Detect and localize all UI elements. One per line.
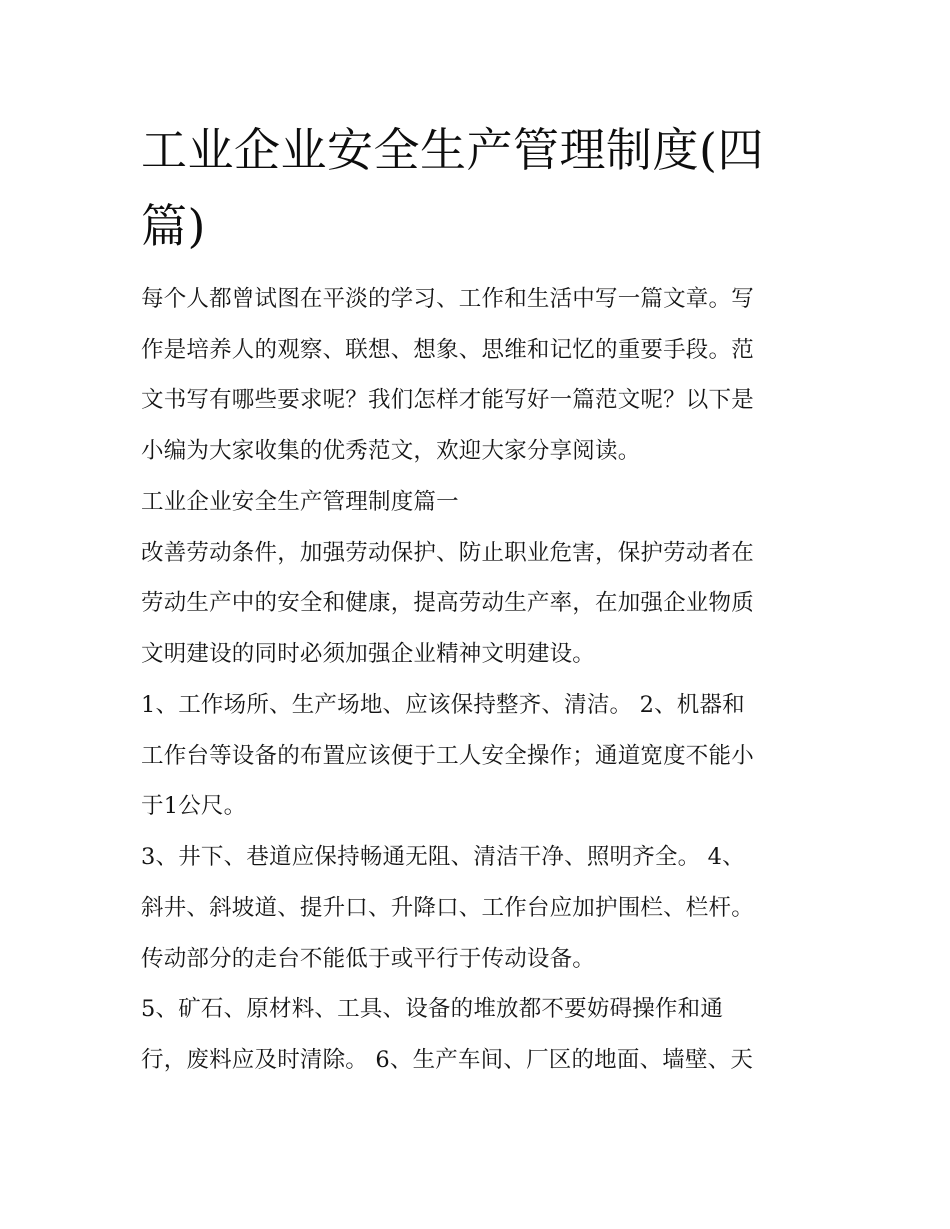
body-line: 5、矿石、原材料、工具、设备的堆放都不要妨碍操作和通 <box>141 996 724 1022</box>
body-line: 每个人都曾试图在平淡的学习、工作和生活中写一篇文章。写 <box>141 286 754 312</box>
body-line: 于1公尺。 <box>141 793 247 819</box>
body-line: 文书写有哪些要求呢？我们怎样才能写好一篇范文呢？以下是 <box>141 387 754 413</box>
body-line: 改善劳动条件，加强劳动保护、防止职业危害，保护劳动者在 <box>141 540 754 566</box>
body-line: 文明建设的同时必须加强企业精神文明建设。 <box>141 641 596 667</box>
document-title: 工业企业安全生产管理制度(四篇) <box>141 123 764 253</box>
body-line: 作是培养人的观察、联想、想象、思维和记忆的重要手段。范 <box>141 337 754 363</box>
body-line: 劳动生产中的安全和健康，提高劳动生产率，在加强企业物质 <box>141 590 754 616</box>
body-line: 行，废料应及时清除。 6、生产车间、厂区的地面、墙壁、天 <box>141 1047 754 1073</box>
body-line: 工作台等设备的布置应该便于工人安全操作；通道宽度不能小 <box>141 743 754 769</box>
body-line: 3、井下、巷道应保持畅通无阻、清洁干净、照明齐全。 4、 <box>141 844 745 870</box>
body-line: 1、工作场所、生产场地、应该保持整齐、清洁。 2、机器和 <box>141 692 745 718</box>
section-heading: 工业企业安全生产管理制度篇一 <box>141 489 459 515</box>
body-line: 传动部分的走台不能低于或平行于传动设备。 <box>141 946 596 972</box>
body-line: 小编为大家收集的优秀范文，欢迎大家分享阅读。 <box>141 438 641 464</box>
body-line: 斜井、斜坡道、提升口、升降口、工作台应加护围栏、栏杆。 <box>141 895 754 921</box>
